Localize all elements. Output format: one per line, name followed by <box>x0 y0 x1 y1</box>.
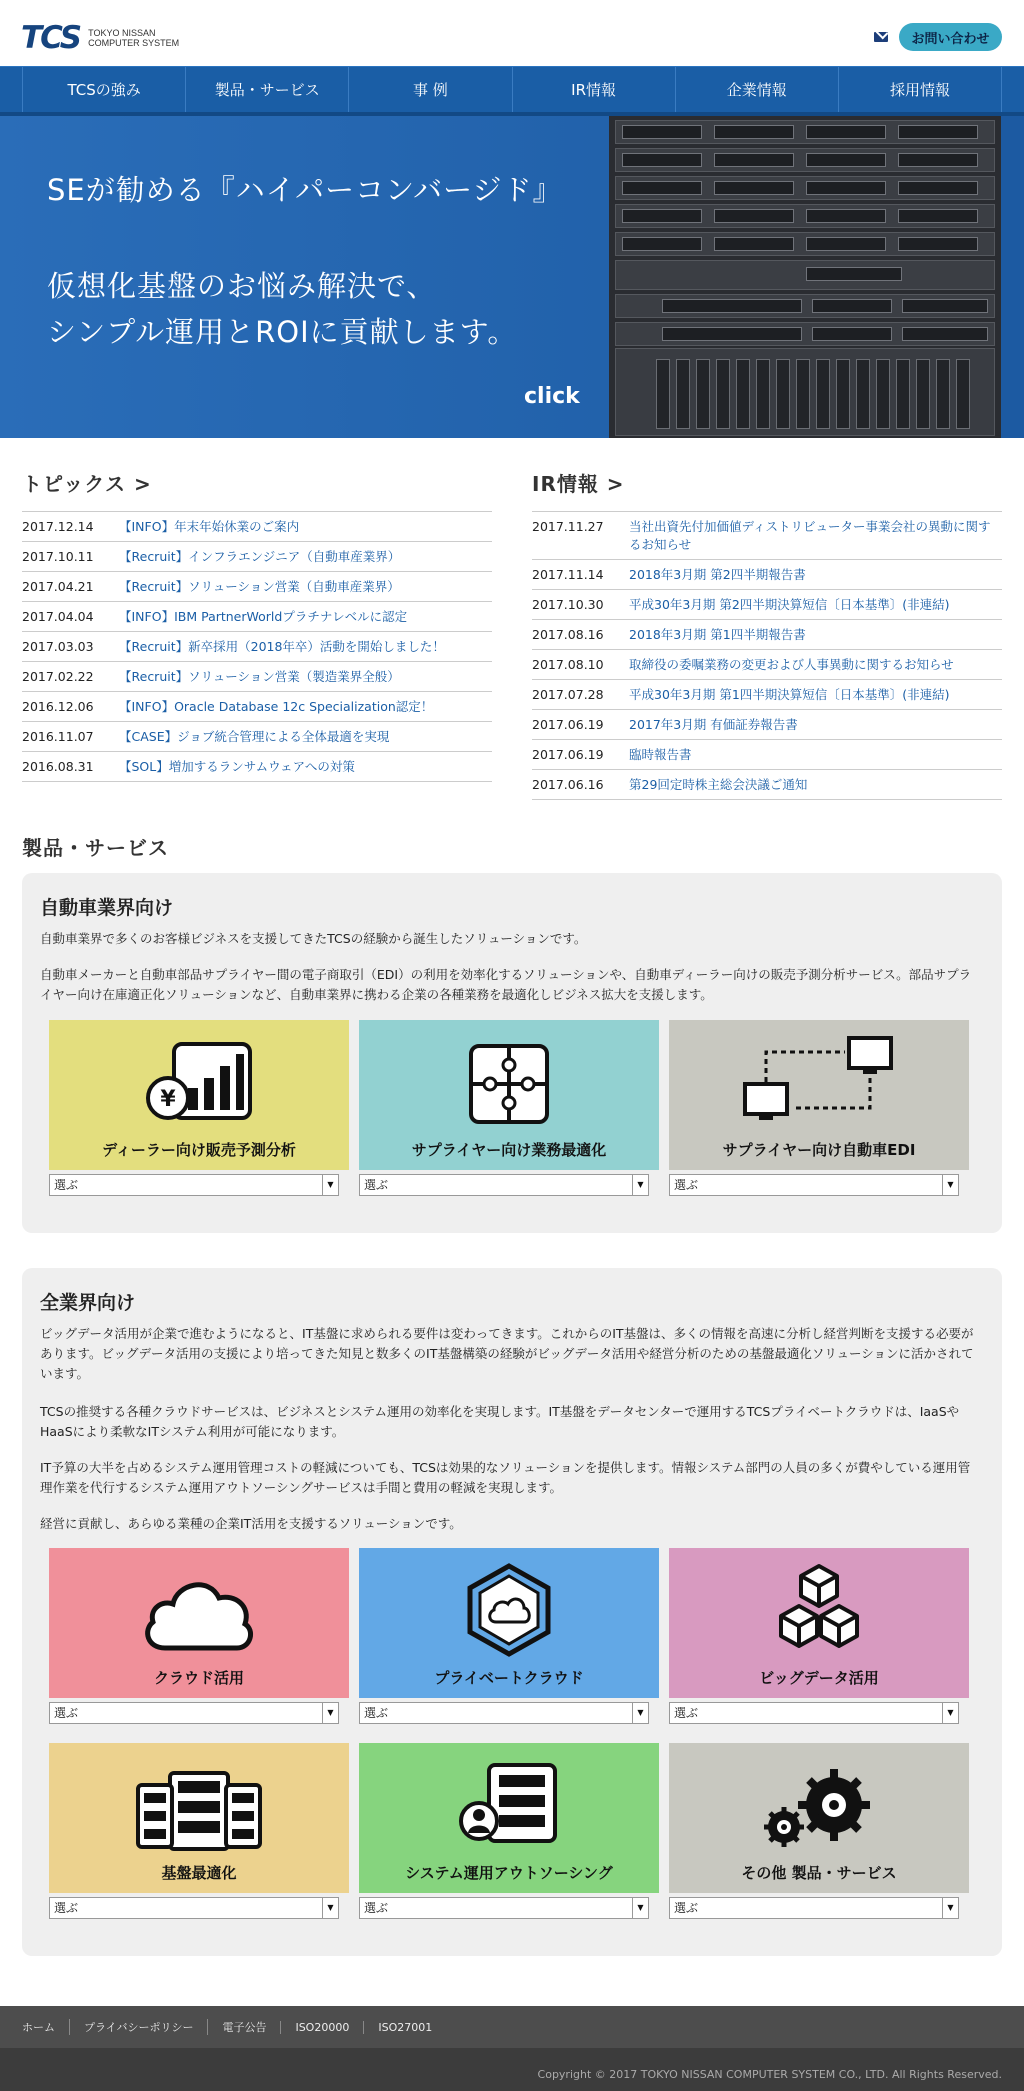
list-item-link[interactable]: 当社出資先付加価値ディストリビューター事業会社の異動に関するお知らせ <box>629 519 991 552</box>
auto-industry-desc-2: 自動車メーカーと自動車部品サプライヤー間の電子商取引（EDI）の利用を効率化するソリューションや、自動車ディーラー向けの販売予測分析サービス。部品サプライヤー向け在庫適正化ソリューションなど、自動車業界に携わる企業の各種業務を最適化しビジネス拡大を支援します。 <box>40 967 972 1002</box>
ir-section <box>532 468 1002 800</box>
select-value: 選ぶ <box>54 1901 79 1915</box>
nav-item-recruit[interactable]: 採用情報 <box>838 67 1002 112</box>
footer-link-privacy[interactable]: プライバシーポリシー <box>69 2019 207 2035</box>
card-label: ビッグデータ活用 <box>759 1669 879 1687</box>
chevron-down-icon: ▼ <box>632 1898 648 1918</box>
list-item-date: 2017.10.11 <box>22 549 94 564</box>
list-item[interactable] <box>22 572 492 602</box>
list-item-link[interactable]: 平成30年3月期 第2四半期決算短信〔日本基準〕(非連結) <box>629 597 950 612</box>
auto-industry-title: 自動車業界向け <box>40 897 174 919</box>
nav-item-strengths[interactable]: TCSの強み <box>22 67 185 112</box>
list-item[interactable] <box>532 650 1002 680</box>
chevron-down-icon: ▼ <box>322 1703 338 1723</box>
list-item[interactable] <box>532 512 1002 560</box>
all-industry-desc-1: ビッグデータ活用が企業で進むようになると、IT基盤に求められる要件は変わってきます。これからのIT基盤は、多くの情報を高速に分析し経営判断を支援する必要があります。ビッグデータ活用の支援により培ってきた知見と数多くのIT基盤構築の経験がビッグデータ活用や経営分析のための基盤最適化ソリューションに活かされています。 <box>40 1326 974 1381</box>
list-item[interactable] <box>22 752 492 782</box>
card-supplier-optimization[interactable] <box>359 1020 659 1170</box>
all-industry-title: 全業界向け <box>40 1292 136 1314</box>
topics-section <box>22 468 492 782</box>
list-item[interactable] <box>532 680 1002 710</box>
list-item[interactable] <box>532 740 1002 770</box>
site-logo[interactable] <box>21 20 179 56</box>
list-item-link[interactable]: 【Recruit】新卒採用（2018年卒）活動を開始しました！ <box>119 639 445 654</box>
list-item-date: 2017.12.14 <box>22 519 94 534</box>
select-value: 選ぶ <box>54 1706 79 1720</box>
chevron-down-icon: ▼ <box>942 1703 958 1723</box>
auto-industry-panel <box>22 873 1002 1233</box>
list-item-link[interactable]: 平成30年3月期 第1四半期決算短信〔日本基準〕(非連結) <box>629 687 950 702</box>
hex-cloud-icon <box>359 1562 659 1658</box>
copyright: Copyright © 2017 TOKYO NISSAN COMPUTER SYSTEM CO., LTD. All Rights Reserved. <box>537 2068 1002 2081</box>
network-monitors-icon <box>669 1034 969 1124</box>
chart-yen-icon <box>49 1042 349 1122</box>
list-item[interactable] <box>22 632 492 662</box>
hero-banner[interactable] <box>0 116 1024 438</box>
server-person-icon <box>359 1763 659 1843</box>
cubes-icon <box>669 1562 969 1658</box>
list-item-link[interactable]: 臨時報告書 <box>629 747 692 762</box>
card-label: その他 製品・サービス <box>741 1864 897 1882</box>
site-header <box>0 0 1024 66</box>
list-item-date: 2017.06.19 <box>532 717 604 732</box>
other-products-select[interactable] <box>669 1897 959 1919</box>
list-item[interactable] <box>22 722 492 752</box>
logo-sub-line1: TOKYO NISSAN <box>88 28 156 38</box>
site-footer <box>0 2006 1024 2091</box>
logo-mark: TCS <box>21 20 81 56</box>
footer-link-iso20000[interactable]: ISO20000 <box>280 2021 363 2034</box>
card-other-products[interactable] <box>669 1743 969 1893</box>
nav-item-products[interactable]: 製品・サービス <box>185 67 348 112</box>
list-item[interactable] <box>532 560 1002 590</box>
big-data-select[interactable] <box>669 1702 959 1724</box>
all-industry-desc-2: TCSの推奨する各種クラウドサービスは、ビジネスとシステム運用の効率化を実現します。IT基盤をデータセンターで運用するTCSプライベートクラウドは、IaaSやHaaSにより柔軟なITシステム利用が可能になります。 <box>40 1404 960 1439</box>
puzzle-icon <box>359 1042 659 1126</box>
footer-link-iso27001[interactable]: ISO27001 <box>363 2021 446 2034</box>
card-private-cloud[interactable] <box>359 1548 659 1698</box>
all-industry-desc-4: 経営に貢献し、あらゆる業種の企業IT活用を支援するソリューションです。 <box>40 1516 462 1531</box>
chevron-down-icon: ▼ <box>322 1175 338 1195</box>
list-item-link[interactable]: 【Recruit】ソリューション営業（製造業界全般） <box>119 669 400 684</box>
select-value: 選ぶ <box>364 1706 389 1720</box>
nav-item-company[interactable]: 企業情報 <box>675 67 838 112</box>
gears-icon <box>669 1767 969 1851</box>
card-label: サプライヤー向け自動車EDI <box>722 1141 916 1159</box>
footer-links <box>0 2006 1024 2048</box>
list-item[interactable] <box>22 542 492 572</box>
cloud-icon <box>49 1570 349 1654</box>
list-item-date: 2016.11.07 <box>22 729 94 744</box>
products-title: 製品・サービス <box>22 836 169 860</box>
ir-list <box>532 511 1002 800</box>
card-label: 基盤最適化 <box>161 1864 237 1882</box>
logo-sub-line2: COMPUTER SYSTEM <box>88 38 180 48</box>
card-outsourcing[interactable] <box>359 1743 659 1893</box>
card-dealer-forecast[interactable] <box>49 1020 349 1170</box>
card-label: ディーラー向け販売予測分析 <box>102 1141 296 1159</box>
list-item-date: 2016.12.06 <box>22 699 94 714</box>
card-label: クラウド活用 <box>153 1669 244 1687</box>
card-label: サプライヤー向け業務最適化 <box>411 1141 607 1159</box>
nav-item-cases[interactable]: 事 例 <box>348 67 511 112</box>
hero-copy-line2: シンプル運用とROIに貢献します。 <box>47 315 518 349</box>
list-item-date: 2017.08.16 <box>532 627 604 642</box>
hero-headline: SEが勧める『ハイパーコンバージド』 <box>47 173 563 207</box>
select-value: 選ぶ <box>674 1178 699 1192</box>
list-item-link[interactable]: 【INFO】Oracle Database 12c Specialization認定！ <box>119 699 434 714</box>
select-value: 選ぶ <box>674 1706 699 1720</box>
select-value: 選ぶ <box>364 1901 389 1915</box>
list-item-link[interactable]: 2018年3月期 第2四半期報告書 <box>629 567 806 582</box>
list-item-date: 2017.03.03 <box>22 639 94 654</box>
card-big-data[interactable] <box>669 1548 969 1698</box>
list-item-link[interactable]: 【INFO】IBM PartnerWorldプラチナレベルに認定 <box>119 609 408 624</box>
logo-subtitle <box>88 28 179 48</box>
list-item-link[interactable]: 取締役の委嘱業務の変更および人事異動に関するお知らせ <box>629 657 954 672</box>
list-item[interactable] <box>22 692 492 722</box>
footer-link-home[interactable]: ホーム <box>22 2021 55 2034</box>
list-item-link[interactable]: 第29回定時株主総会決議ご通知 <box>629 777 808 792</box>
card-supplier-edi[interactable] <box>669 1020 969 1170</box>
list-item[interactable] <box>22 512 492 542</box>
cloud-select[interactable] <box>49 1702 339 1724</box>
list-item-date: 2017.06.19 <box>532 747 604 762</box>
contact-button[interactable]: お問い合わせ <box>899 23 1002 51</box>
list-item-date: 2016.08.31 <box>22 759 94 774</box>
svg-text:¥: ¥ <box>160 1087 176 1112</box>
list-item-date: 2017.06.16 <box>532 777 604 792</box>
list-item-date: 2017.04.04 <box>22 609 94 624</box>
private-cloud-select[interactable] <box>359 1702 649 1724</box>
list-item-date: 2017.10.30 <box>532 597 604 612</box>
select-value: 選ぶ <box>54 1178 79 1192</box>
global-nav <box>0 66 1024 116</box>
card-infrastructure[interactable] <box>49 1743 349 1893</box>
chevron-down-icon: ▼ <box>322 1898 338 1918</box>
list-item[interactable] <box>532 620 1002 650</box>
all-industry-panel <box>22 1268 1002 1956</box>
chevron-down-icon: ▼ <box>632 1175 648 1195</box>
chevron-down-icon: ▼ <box>942 1898 958 1918</box>
card-cloud[interactable] <box>49 1548 349 1698</box>
list-item-date: 2017.11.14 <box>532 567 604 582</box>
list-item-date: 2017.04.21 <box>22 579 94 594</box>
hero-click-label: click <box>524 384 580 409</box>
list-item[interactable] <box>532 710 1002 740</box>
list-item-link[interactable]: 【CASE】ジョブ統合管理による全体最適を実現 <box>119 729 390 744</box>
list-item-link[interactable]: 2017年3月期 有価証券報告書 <box>629 717 798 732</box>
select-value: 選ぶ <box>364 1178 389 1192</box>
card-label: プライベートクラウド <box>434 1669 584 1687</box>
infrastructure-select[interactable] <box>49 1897 339 1919</box>
list-item-date: 2017.07.28 <box>532 687 604 702</box>
list-item-link[interactable]: 【Recruit】ソリューション営業（自動車産業界） <box>119 579 400 594</box>
list-item-link[interactable]: 2018年3月期 第1四半期報告書 <box>629 627 806 642</box>
all-industry-desc-3: IT予算の大半を占めるシステム運用管理コストの軽減についても、TCSは効果的なソリューションを提供します。情報システム部門の人員の多くが費やしている運用管理作業を代行するシステム運用アウトソーシングサービスは手間と費用の軽減を実現します。 <box>40 1460 971 1495</box>
select-value: 選ぶ <box>674 1901 699 1915</box>
chevron-down-icon: ▼ <box>632 1703 648 1723</box>
list-item-date: 2017.11.27 <box>532 519 604 534</box>
list-item-link[interactable]: 【Recruit】インフラエンジニア（自動車産業界） <box>119 549 401 564</box>
outsourcing-select[interactable] <box>359 1897 649 1919</box>
list-item-date: 2017.08.10 <box>532 657 604 672</box>
list-item[interactable] <box>22 602 492 632</box>
list-item[interactable] <box>532 770 1002 800</box>
list-item[interactable] <box>532 590 1002 620</box>
nav-item-ir[interactable]: IR情報 <box>512 67 675 112</box>
topics-list <box>22 511 492 782</box>
servers-icon <box>49 1771 349 1851</box>
auto-industry-desc-1: 自動車業界で多くのお客様ビジネスを支援してきたTCSの経験から誕生したソリューションです。 <box>40 931 587 946</box>
topics-title[interactable]: トピックス > <box>22 472 152 496</box>
list-item-link[interactable]: 【INFO】年末年始休業のご案内 <box>119 519 300 534</box>
list-item[interactable] <box>22 662 492 692</box>
hero-server-image <box>609 116 1001 438</box>
hero-copy-line1: 仮想化基盤のお悩み解決で、 <box>47 269 437 303</box>
ir-title[interactable]: IR情報 > <box>532 472 625 496</box>
dealer-forecast-select[interactable] <box>49 1174 339 1196</box>
supplier-edi-select[interactable] <box>669 1174 959 1196</box>
footer-link-public-notice[interactable]: 電子公告 <box>207 2019 280 2035</box>
supplier-optimization-select[interactable] <box>359 1174 649 1196</box>
card-label: システム運用アウトソーシング <box>405 1864 613 1882</box>
chevron-down-icon: ▼ <box>942 1175 958 1195</box>
list-item-date: 2017.02.22 <box>22 669 94 684</box>
mail-icon <box>874 32 888 42</box>
list-item-link[interactable]: 【SOL】増加するランサムウェアへの対策 <box>119 759 355 774</box>
